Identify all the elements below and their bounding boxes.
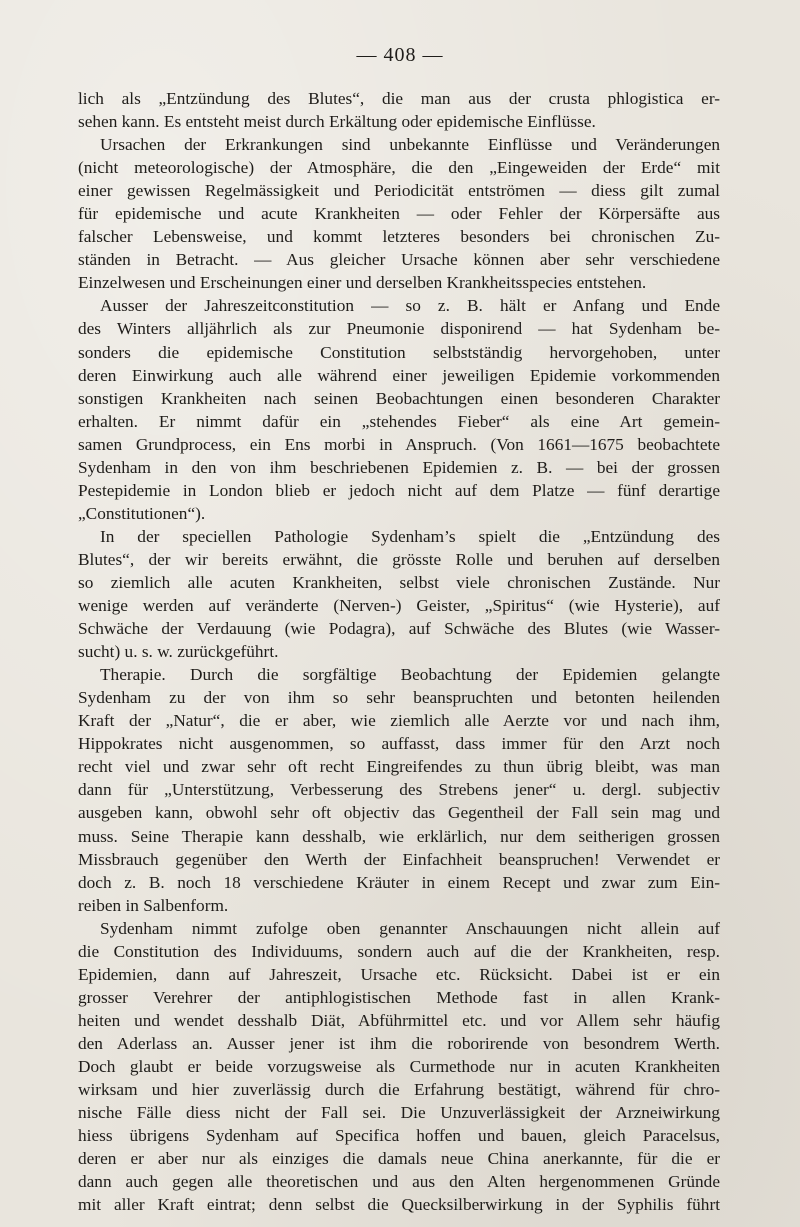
body-text bbox=[78, 87, 720, 1216]
text-line: den Aderlass an. Ausser jener ist ihm die roborirende von besondrem Werth. bbox=[78, 1033, 720, 1053]
text-line: sonstigen Krankheiten nach seinen Beobachtungen einen besonderen Charakter bbox=[78, 388, 720, 408]
text-line: Doch glaubt er beide vorzugsweise als Curmethode nur in acuten Krankheiten bbox=[78, 1056, 720, 1076]
text-line: dann auch gegen alle theoretischen und aus den Alten hergenommenen Gründe bbox=[78, 1172, 720, 1192]
text-line: In der speciellen Pathologie Sydenham’s spielt die „Entzündung des bbox=[100, 526, 720, 546]
text-line: nische Fälle diess nicht der Fall sei. Die Unzuverlässigkeit der Arzneiwirkung bbox=[78, 1103, 720, 1123]
text-line: Kraft der „Natur“, die er aber, wie ziemlich alle Aerzte vor und nach ihm, bbox=[78, 711, 720, 731]
text-line: Pestepidemie in London blieb er jedoch nicht auf dem Platze — fünf derartige bbox=[78, 480, 720, 500]
text-line: ausgeben kann, obwohl sehr oft objectiv das Gegentheil der Fall sein mag und bbox=[78, 803, 720, 823]
text-line: (nicht meteorologische) der Atmosphäre, die den „Eingeweiden der Erde“ mit bbox=[78, 158, 720, 178]
text-line: doch z. B. noch 18 verschiedene Kräuter in einem Recept und zwar zum Ein- bbox=[78, 872, 720, 892]
text-line: Ausser der Jahreszeitconstitution — so z. B. hält er Anfang und Ende bbox=[100, 296, 720, 316]
text-line: sonders die epidemische Constitution selbstständig hervorgehoben, unter bbox=[78, 342, 720, 362]
text-line: heiten und wendet desshalb Diät, Abführmittel etc. und vor Allem sehr häufig bbox=[78, 1010, 720, 1030]
text-line: deren er aber nur als einziges die damals neue China anerkannte, für die er bbox=[78, 1149, 720, 1169]
text-line: Therapie. Durch die sorgfältige Beobachtung der Epidemien gelangte bbox=[100, 665, 720, 685]
text-line: wirksam und hier zuverlässig durch die Erfahrung bestätigt, während für chro- bbox=[78, 1080, 720, 1100]
text-line: sucht) u. s. w. zurückgeführt. bbox=[78, 642, 279, 662]
text-line: Blutes“, der wir bereits erwähnt, die grösste Rolle und beruhen auf derselben bbox=[78, 549, 720, 569]
text-line: Hippokrates nicht ausgenommen, so auffasst, dass immer für den Arzt noch bbox=[78, 734, 720, 754]
page-number: — 408 — bbox=[356, 44, 444, 66]
text-line: einer gewissen Regelmässigkeit und Periodicität entströmen — diess gilt zumal bbox=[78, 181, 720, 201]
text-line: für epidemische und acute Krankheiten — oder Fehler der Körpersäfte aus bbox=[78, 204, 720, 224]
text-line: samen Grundprocess, ein Ens morbi in Anspruch. (Von 1661—1675 beobachtete bbox=[78, 434, 720, 454]
text-line: reiben in Salbenform. bbox=[78, 895, 229, 915]
text-line: falscher Lebensweise, und kommt letzteres besonders bei chronischen Zu- bbox=[78, 227, 720, 247]
text-line: des Winters alljährlich als zur Pneumonie disponirend — hat Sydenham be- bbox=[78, 319, 720, 339]
text-line: die Constitution des Individuums, sondern auch auf die der Krankheiten, resp. bbox=[78, 941, 720, 961]
text-line: Missbrauch gegenüber den Werth der Einfachheit beanspruchen! Verwendet er bbox=[78, 849, 720, 869]
text-line: Schwäche der Verdauung (wie Podagra), auf Schwäche des Blutes (wie Wasser- bbox=[78, 619, 720, 639]
text-line: wenige werden auf veränderte (Nerven-) Geister, „Spiritus“ (wie Hysterie), auf bbox=[78, 596, 720, 616]
text-line: Ursachen der Erkrankungen sind unbekannte Einflüsse und Veränderungen bbox=[100, 135, 720, 155]
text-line: grosser Verehrer der antiphlogistischen Methode fast in allen Krank- bbox=[78, 987, 720, 1007]
text-line: muss. Seine Therapie kann desshalb, wie erklärlich, nur dem seitherigen grossen bbox=[78, 826, 720, 846]
text-line: Epidemien, dann auf Jahreszeit, Ursache etc. Rücksicht. Dabei ist er ein bbox=[78, 964, 720, 984]
text-line: Sydenham nimmt zufolge oben genannter Anschauungen nicht allein auf bbox=[100, 918, 720, 938]
text-line: ständen in Betracht. — Aus gleicher Ursache können aber sehr verschiedene bbox=[78, 250, 720, 270]
text-line: „Constitutionen“). bbox=[78, 503, 206, 523]
text-line: lich als „Entzündung des Blutes“, die man aus der crusta phlogistica er- bbox=[78, 89, 720, 108]
text-line: sehen kann. Es entsteht meist durch Erkältung oder epidemische Einflüsse. bbox=[78, 112, 596, 132]
text-line: Sydenham zu der von ihm so sehr beanspruchten und betonten heilenden bbox=[78, 688, 720, 708]
text-line: so ziemlich alle acuten Krankheiten, selbst viele chronischen Zustände. Nur bbox=[78, 572, 720, 592]
text-line: Sydenham in den von ihm beschriebenen Epidemien z. B. — bei der grossen bbox=[78, 457, 720, 477]
text-line: deren Einwirkung auch alle während einer jeweiligen Epidemie vorkommenden bbox=[78, 365, 720, 385]
text-line: recht viel und zwar sehr oft recht Eingreifendes zu thun übrig bleibt, was man bbox=[78, 757, 720, 777]
text-line: erhalten. Er nimmt dafür ein „stehendes Fieber“ als eine Art gemein- bbox=[78, 411, 720, 431]
text-line: hiess übrigens Sydenham auf Specifica hoffen und bauen, gleich Paracelsus, bbox=[78, 1126, 720, 1146]
text-line: mit aller Kraft eintrat; denn selbst die Quecksilberwirkung in der Syphilis führt bbox=[78, 1195, 720, 1215]
text-line: dann für „Unterstützung, Verbesserung des Strebens jener“ u. dergl. subjectiv bbox=[78, 780, 720, 800]
text-line: Einzelwesen und Erscheinungen einer und derselben Krankheitsspecies entstehen. bbox=[78, 273, 647, 293]
